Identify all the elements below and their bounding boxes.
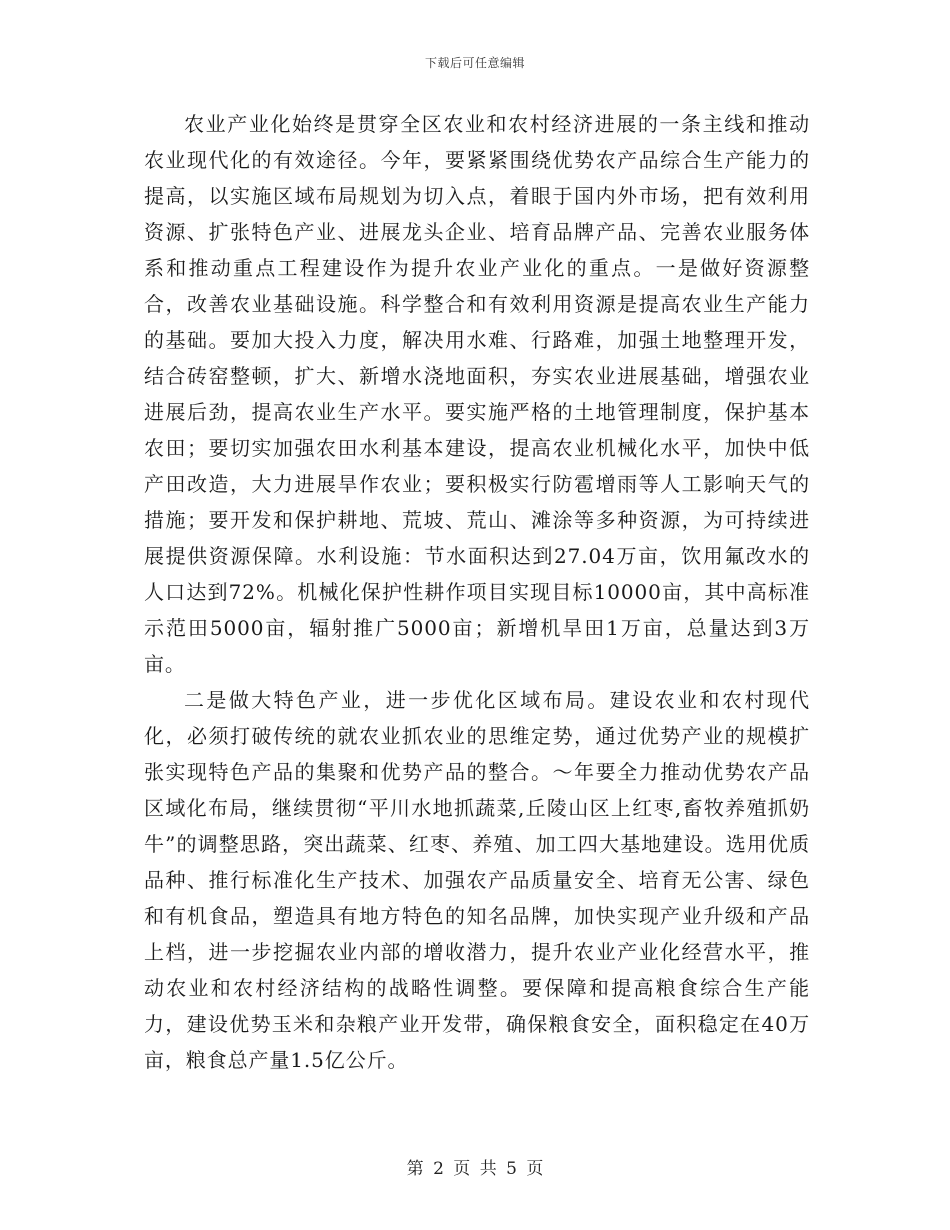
page-number: 第 2 页 共 5 页 [406,1159,544,1179]
document-body [144,106,810,1078]
paragraph-2: 二是做大特色产业，进一步优化区域布局。建设农业和农村现代化，必须打破传统的就农业抓农业的思维定势，通过优势产业的规模扩张实现特色产品的集聚和优势产品的整合。～年要全力推动优势农产品区域化布局，继续贯彻“平川水地抓蔬菜,丘陵山区上红枣,畜牧养殖抓奶牛”的调整思路，突出蔬菜、红枣、养殖、加工四大基地建设。选用优质品种、推行标准化生产技术、加强农产品质量安全、培育无公害、绿色和有机食品，塑造具有地方特色的知名品牌，加快实现产业升级和产品上档，进一步挖掘农业内部的增收潜力，提升农业产业化经营水平，推动农业和农村经济结构的战略性调整。要保障和提高粮食综合生产能力，建设优势玉米和杂粮产业开发带，确保粮食安全，面积稳定在40万亩，粮食总产量1.5亿公斤。 [144,688,810,1072]
page-header-note: 下载后可任意编辑 [424,56,525,70]
paragraph-1: 农业产业化始终是贯穿全区农业和农村经济进展的一条主线和推动农业现代化的有效途径。今年，要紧紧围绕优势农产品综合生产能力的提高，以实施区域布局规划为切入点，着眼于国内外市场，把有效利用资源、扩张特色产业、进展龙头企业、培育品牌产品、完善农业服务体系和推动重点工程建设作为提升农业产业化的重点。一是做好资源整合，改善农业基础设施。科学整合和有效利用资源是提高农业生产能力的基础。要加大投入力度，解决用水难、行路难，加强土地整理开发，结合砖窑整顿，扩大、新增水浇地面积，夯实农业进展基础，增强农业进展后劲，提高农业生产水平。要实施严格的土地管理制度，保护基本农田；要切实加强农田水利基本建设，提高农业机械化水平，加快中低产田改造，大力进展旱作农业；要积极实行防雹增雨等人工影响天气的措施；要开发和保护耕地、荒坡、荒山、滩涂等多种资源，为可持续进展提供资源保障。水利设施：节水面积达到27.04万亩，饮用氟改水的人口达到72%。机械化保护性耕作项目实现目标10000亩，其中高标准示范田5000亩，辐射推广5000亩；新增机旱田1万亩，总量达到3万亩。 [144,112,810,676]
